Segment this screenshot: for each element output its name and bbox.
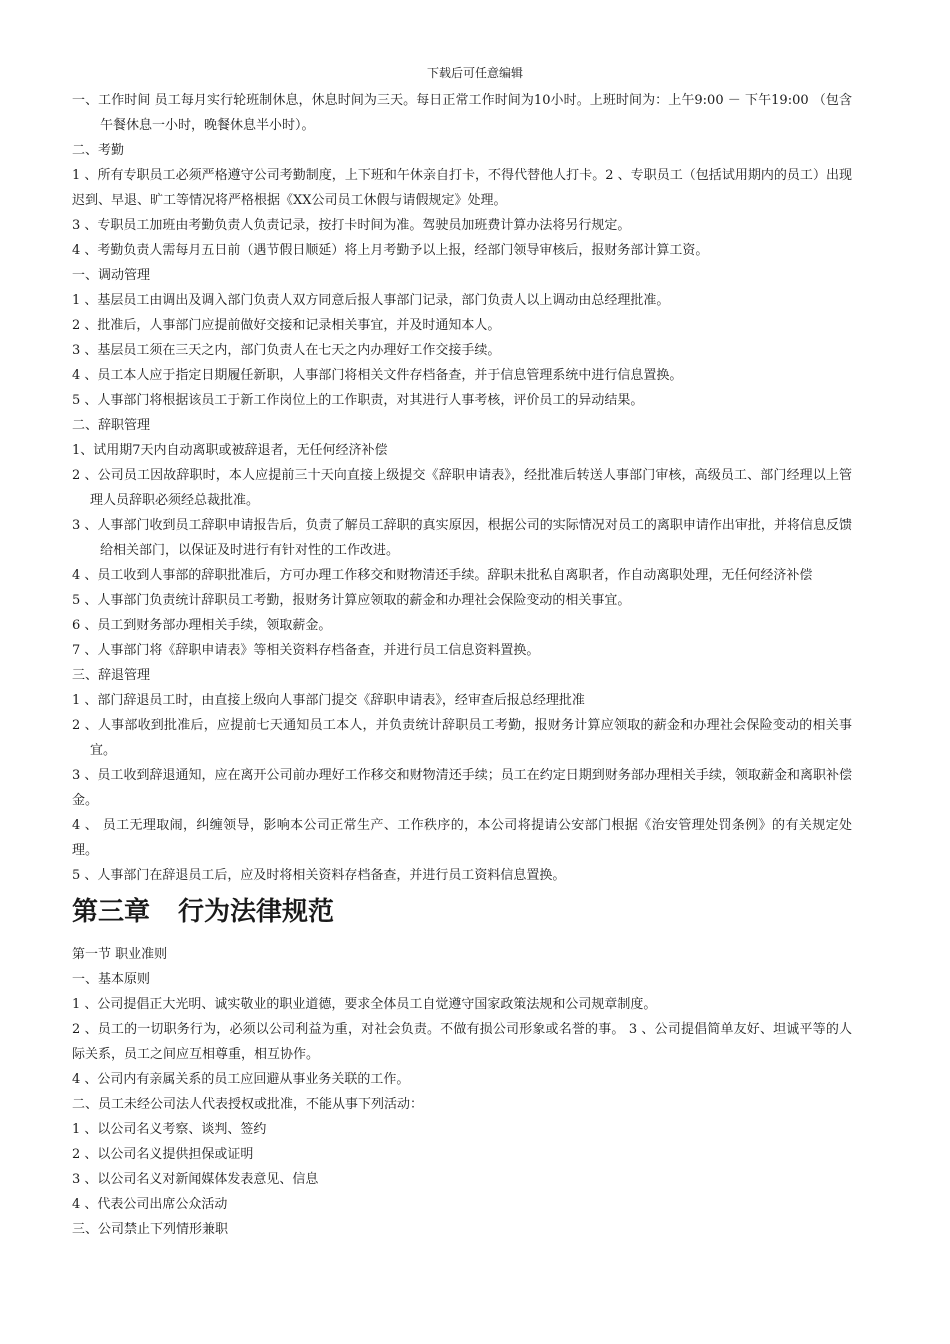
paragraph: 二、辞职管理 <box>72 418 151 433</box>
paragraph: 一、工作时间 员工每月实行轮班制休息，休息时间为三天。每日正常工作时间为10小时。上班时间为：上午9:00 － 下午19:00 （包含午餐休息一小时，晚餐休息半小时）。 <box>72 93 852 133</box>
paragraph: 2 、人事部收到批准后，应提前七天通知员工本人，并负责统计辞职员工考勤，报财务计算应领取的薪金和办理社会保险变动的相关事宜。 <box>72 718 852 758</box>
paragraph: 4 、公司内有亲属关系的员工应回避从事业务关联的工作。 <box>72 1072 410 1087</box>
paragraph: 4 、员工收到人事部的辞职批准后，方可办理工作移交和财物清还手续。辞职未批私自离职者，作自动离职处理，无任何经济补偿 <box>72 568 813 583</box>
paragraph: 4 、代表公司出席公众活动 <box>72 1197 228 1212</box>
document-body <box>72 88 852 1242</box>
paragraph: 5 、人事部门负责统计辞职员工考勤，报财务计算应领取的薪金和办理社会保险变动的相关事宜。 <box>72 593 631 608</box>
paragraph: 一、基本原则 <box>72 972 151 987</box>
page-header-note: 下载后可任意编辑 <box>426 66 523 80</box>
chapter-heading <box>72 894 852 930</box>
paragraph: 5 、人事部门在辞退员工后，应及时将相关资料存档备查，并进行员工资料信息置换。 <box>72 868 566 883</box>
paragraph: 2 、员工的一切职务行为，必须以公司利益为重，对社会负责。不做有损公司形象或名誉的事。 3 、公司提倡简单友好、坦诚平等的人际关系，员工之间应互相尊重，相互协作。 <box>72 1022 852 1062</box>
paragraph: 3 、员工收到辞退通知，应在离开公司前办理好工作移交和财物清还手续；员工在约定日期到财务部办理相关手续，领取薪金和离职补偿金。 <box>72 768 852 808</box>
paragraph: 第一节 职业准则 <box>72 947 168 962</box>
paragraph: 1 、部门辞退员工时，由直接上级向人事部门提交《辞职申请表》，经审查后报总经理批准 <box>72 693 585 708</box>
paragraph: 6 、员工到财务部办理相关手续，领取薪金。 <box>72 618 332 633</box>
paragraph: 1 、以公司名义考察、谈判、签约 <box>72 1122 267 1137</box>
section-professional-conduct <box>72 942 852 1242</box>
paragraph: 1 、公司提倡正大光明、诚实敬业的职业道德，要求全体员工自觉遵守国家政策法规和公司规章制度。 <box>72 997 657 1012</box>
paragraph: 3 、基层员工须在三天之内，部门负责人在七天之内办理好工作交接手续。 <box>72 343 501 358</box>
paragraph: 3 、以公司名义对新闻媒体发表意见、信息 <box>72 1172 319 1187</box>
paragraph: 4 、考勤负责人需每月五日前（遇节假日顺延）将上月考勤予以上报，经部门领导审核后，报财务部计算工资。 <box>72 243 709 258</box>
paragraph: 3 、人事部门收到员工辞职申请报告后，负责了解员工辞职的真实原因，根据公司的实际情况对员工的离职申请作出审批，并将信息反馈给相关部门，以保证及时进行有针对性的工作改进。 <box>72 518 852 558</box>
paragraph: 3 、专职员工加班由考勤负责人负责记录，按打卡时间为准。驾驶员加班费计算办法将另行规定。 <box>72 218 631 233</box>
paragraph: 5 、人事部门将根据该员工于新工作岗位上的工作职责，对其进行人事考核，评价员工的异动结果。 <box>72 393 644 408</box>
paragraph: 二、考勤 <box>72 143 125 158</box>
paragraph: 7 、人事部门将《辞职申请表》等相关资料存档备查，并进行员工信息资料置换。 <box>72 643 540 658</box>
paragraph: 一、调动管理 <box>72 268 151 283</box>
paragraph: 4 、 员工无理取闹，纠缠领导，影响本公司正常生产、工作秩序的，本公司将提请公安部门根据《治安管理处罚条例》的有关规定处理。 <box>72 818 852 858</box>
paragraph: 1 、基层员工由调出及调入部门负责人双方同意后报人事部门记录，部门负责人以上调动由总经理批准。 <box>72 293 670 308</box>
paragraph: 4 、员工本人应于指定日期履任新职，人事部门将相关文件存档备查，并于信息管理系统中进行信息置换。 <box>72 368 683 383</box>
paragraph: 二、员工未经公司法人代表授权或批准，不能从事下列活动： <box>72 1097 424 1112</box>
paragraph: 2 、公司员工因故辞职时，本人应提前三十天向直接上级提交《辞职申请表》，经批准后转送人事部门审核，高级员工、部门经理以上管理人员辞职必须经总裁批准。 <box>72 468 852 508</box>
paragraph: 三、公司禁止下列情形兼职 <box>72 1222 229 1237</box>
section-attendance-personnel <box>72 88 852 888</box>
paragraph: 1、试用期7天内自动离职或被辞退者，无任何经济补偿 <box>72 443 388 458</box>
paragraph: 2 、以公司名义提供担保或证明 <box>72 1147 254 1162</box>
paragraph: 2 、批准后，人事部门应提前做好交接和记录相关事宜，并及时通知本人。 <box>72 318 501 333</box>
paragraph: 1 、所有专职员工必须严格遵守公司考勤制度，上下班和午休亲自打卡，不得代替他人打卡。2 、专职员工（包括试用期内的员工）出现迟到、早退、旷工等情况将严格根据《XX公司员工休假与请假规定》处理。 <box>72 168 852 208</box>
chapter-title: 行为法律规范 <box>178 897 335 927</box>
paragraph: 三、辞退管理 <box>72 668 151 683</box>
chapter-number: 第三章 <box>72 897 151 927</box>
